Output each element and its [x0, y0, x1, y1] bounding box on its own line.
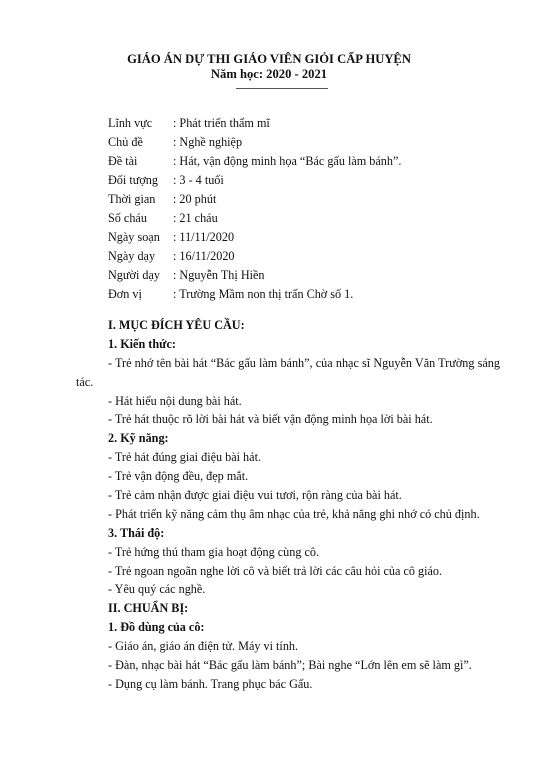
info-value: : Hát, vận động minh họa “Bác gấu làm bánh”. — [173, 154, 402, 168]
info-value: : Phát triển thẩm mĩ — [173, 116, 270, 130]
info-row-audience — [108, 171, 401, 190]
info-value: : 11/11/2020 — [173, 230, 235, 244]
info-row-topic — [108, 152, 401, 171]
info-row-prepared-date — [108, 228, 401, 247]
document-body — [0, 316, 538, 694]
subheading-skills: 2. Kỹ năng: — [108, 431, 169, 446]
info-value: : 21 cháu — [173, 211, 218, 225]
document-title: GIÁO ÁN DỰ THI GIÁO VIÊN GIỎI CẤP HUYỆN — [127, 52, 411, 66]
info-row-field — [108, 114, 401, 133]
list-item: - Đàn, nhạc bài hát “Bác gấu làm bánh”; Bài nghe “Lớn lên em sẽ làm gì”. — [108, 658, 472, 673]
info-value: : Nghề nghiệp — [173, 135, 243, 149]
info-row-children — [108, 209, 401, 228]
info-label: Số cháu — [108, 211, 147, 225]
list-item: - Giáo án, giáo án điện tử. Máy vi tính. — [108, 639, 299, 654]
info-value: : 16/11/2020 — [173, 249, 235, 263]
info-label: Chủ đề — [108, 135, 143, 149]
info-label: Thời gian — [108, 192, 156, 206]
section-heading-preparation: II. CHUẨN BỊ: — [108, 601, 189, 616]
info-row-teacher — [108, 266, 401, 285]
list-item: - Trẻ hát thuộc rõ lời bài hát và biết vận động minh họa lời bài hát. — [108, 412, 433, 427]
info-label: Ngày dạy — [108, 249, 156, 263]
list-item: - Trẻ ngoan ngoãn nghe lời cô và biết trả lời các câu hỏi của cô giáo. — [108, 563, 443, 578]
list-item: - Hát hiểu nội dung bài hát. — [108, 393, 242, 408]
info-label: Đơn vị — [108, 287, 142, 301]
info-value: : 3 - 4 tuổi — [173, 173, 224, 187]
list-item: - Trẻ hát đúng giai điệu bài hát. — [108, 450, 261, 465]
list-item: - Trẻ cảm nhận được giai điệu vui tươi, rộn ràng của bài hát. — [108, 488, 402, 503]
title-divider — [236, 88, 328, 89]
school-year: Năm học: 2020 - 2021 — [210, 67, 328, 81]
list-item: - Yêu quý các nghề. — [108, 582, 206, 597]
info-value: : Trường Mầm non thị trấn Chờ số 1. — [173, 287, 354, 301]
info-row-duration — [108, 190, 401, 209]
subheading-attitude: 3. Thái độ: — [108, 525, 165, 540]
lesson-info-list — [108, 114, 401, 304]
list-item: - Trẻ hứng thú tham gia hoạt động cùng cô. — [108, 544, 320, 559]
info-label: Đối tượng — [108, 173, 158, 187]
list-item: - Trẻ vận động đều, đẹp mắt. — [108, 469, 249, 484]
subheading-teacher-tools: 1. Đồ dùng của cô: — [108, 620, 205, 635]
info-row-unit — [108, 285, 401, 304]
info-value: : Nguyễn Thị Hiền — [173, 268, 265, 282]
info-label: Đề tài — [108, 154, 138, 168]
knowledge-paragraph: - Trẻ nhớ tên bài hát “Bác gấu làm bánh”, của nhạc sĩ Nguyễn Văn Trường sáng tác. — [76, 355, 500, 389]
info-label: Người dạy — [108, 268, 160, 282]
info-row-teaching-date — [108, 247, 401, 266]
info-label: Ngày soạn — [108, 230, 160, 244]
subheading-knowledge: 1. Kiến thức: — [108, 336, 176, 351]
list-item: - Dụng cụ làm bánh. Trang phục bác Gấu. — [108, 676, 313, 691]
info-row-theme — [108, 133, 401, 152]
list-item: - Phát triển kỹ năng cảm thụ âm nhạc của trẻ, khả năng ghi nhớ có chủ định. — [108, 506, 480, 521]
info-value: : 20 phút — [173, 192, 217, 206]
section-heading-objectives: I. MỤC ĐÍCH YÊU CẦU: — [108, 318, 245, 332]
info-label: Lĩnh vực — [108, 116, 153, 130]
